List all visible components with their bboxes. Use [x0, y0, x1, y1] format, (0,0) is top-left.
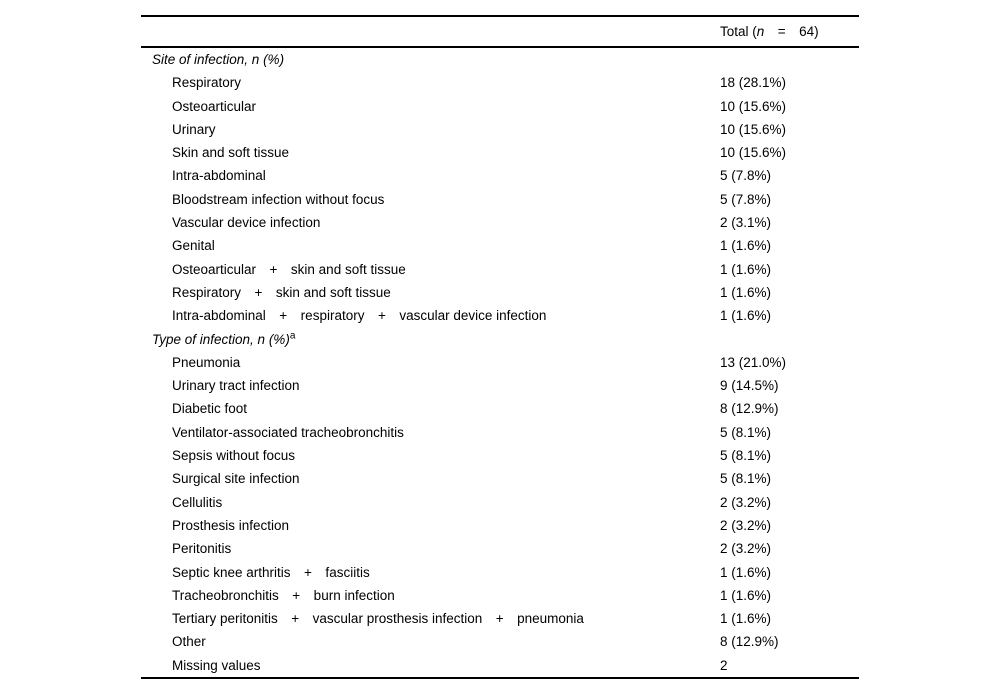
- table-row: [141, 421, 859, 444]
- row-value: 2 (3.2%): [720, 494, 772, 510]
- table-row: [141, 211, 859, 234]
- table-row: [141, 607, 859, 630]
- table-row: [141, 304, 859, 327]
- row-value: 5 (8.1%): [720, 448, 772, 464]
- column-header-total: [720, 17, 819, 46]
- table-header-row: [141, 17, 859, 46]
- row-value: 5 (7.8%): [720, 191, 772, 207]
- table-row: [141, 118, 859, 141]
- row-value: 5 (8.1%): [720, 424, 772, 440]
- footnote-marker: a: [289, 330, 296, 342]
- row-label: Prosthesis infection: [172, 517, 290, 533]
- row-value: 1 (1.6%): [720, 308, 772, 324]
- row-value: 2 (3.2%): [720, 517, 772, 533]
- row-value: 9 (14.5%): [720, 378, 779, 394]
- row-label: Urinary tract infection: [172, 378, 300, 394]
- row-value: 10 (15.6%): [720, 98, 787, 114]
- row-value: 5 (7.8%): [720, 168, 772, 184]
- row-label: Surgical site infection: [172, 471, 300, 487]
- table-row: [141, 491, 859, 514]
- table-row: [141, 351, 859, 374]
- table-row: [141, 164, 859, 187]
- row-value: 1 (1.6%): [720, 611, 772, 627]
- row-value: 5 (8.1%): [720, 471, 772, 487]
- table-row: [141, 561, 859, 584]
- row-value: 10 (15.6%): [720, 145, 787, 161]
- row-label: Skin and soft tissue: [172, 145, 290, 161]
- total-rest: = 64): [764, 23, 819, 39]
- row-label: Peritonitis: [172, 541, 232, 557]
- total-n-italic: n: [756, 23, 765, 39]
- table-row: [141, 188, 859, 211]
- row-label: Tertiary peritonitis + vascular prosthesis infection + pneumonia: [172, 611, 584, 627]
- row-label: Tracheobronchitis + burn infection: [172, 587, 395, 603]
- table-row: [141, 537, 859, 560]
- row-value: 8 (12.9%): [720, 634, 779, 650]
- row-value: 10 (15.6%): [720, 121, 787, 137]
- row-value: 1 (1.6%): [720, 238, 772, 254]
- row-label: Cellulitis: [172, 494, 223, 510]
- section-title-text: Site of infection, n (%): [152, 52, 285, 67]
- row-value: 2 (3.2%): [720, 541, 772, 557]
- table-row: [141, 444, 859, 467]
- row-label: Intra-abdominal: [172, 168, 266, 184]
- table-bottom-rule: [141, 677, 859, 679]
- row-label: Respiratory + skin and soft tissue: [172, 284, 391, 300]
- row-value: 1 (1.6%): [720, 587, 772, 603]
- row-label: Ventilator-associated tracheobronchitis: [172, 424, 404, 440]
- row-label: Respiratory: [172, 75, 242, 91]
- row-value: 8 (12.9%): [720, 401, 779, 417]
- table-row: [141, 258, 859, 281]
- table-row: [141, 374, 859, 397]
- table-body: [141, 48, 859, 677]
- total-prefix: Total (: [720, 23, 757, 39]
- table-row: [141, 281, 859, 304]
- table-row: [141, 630, 859, 653]
- row-label: Vascular device infection: [172, 215, 321, 231]
- row-label: Septic knee arthritis + fasciitis: [172, 564, 370, 580]
- row-label: Missing values: [172, 657, 261, 673]
- table-row: [141, 467, 859, 490]
- row-value: 2: [720, 657, 728, 673]
- section-title-text: Type of infection, n (%): [152, 331, 290, 347]
- row-label: Genital: [172, 238, 215, 254]
- table-row: [141, 397, 859, 420]
- table-row: [141, 141, 859, 164]
- table-row: [141, 71, 859, 94]
- row-value: 1 (1.6%): [720, 261, 772, 277]
- row-label: Osteoarticular + skin and soft tissue: [172, 261, 406, 277]
- table-row: [141, 234, 859, 257]
- row-value: 1 (1.6%): [720, 564, 772, 580]
- row-value: 1 (1.6%): [720, 284, 772, 300]
- row-label: Urinary: [172, 121, 216, 137]
- table-row: [141, 514, 859, 537]
- row-value: 18 (28.1%): [720, 75, 787, 91]
- section-title: [141, 48, 859, 71]
- row-value: 2 (3.1%): [720, 215, 772, 231]
- row-label: Bloodstream infection without focus: [172, 191, 385, 207]
- row-label: Intra-abdominal + respiratory + vascular device infection: [172, 308, 547, 324]
- row-label: Sepsis without focus: [172, 448, 296, 464]
- table-row: [141, 654, 859, 677]
- row-label: Diabetic foot: [172, 401, 248, 417]
- infection-table: [141, 15, 859, 679]
- row-label: Osteoarticular: [172, 98, 257, 114]
- row-value: 13 (21.0%): [720, 354, 787, 370]
- row-label: Other: [172, 634, 206, 650]
- table-row: [141, 584, 859, 607]
- row-label: Pneumonia: [172, 354, 241, 370]
- section-title: [141, 328, 859, 351]
- table-row: [141, 95, 859, 118]
